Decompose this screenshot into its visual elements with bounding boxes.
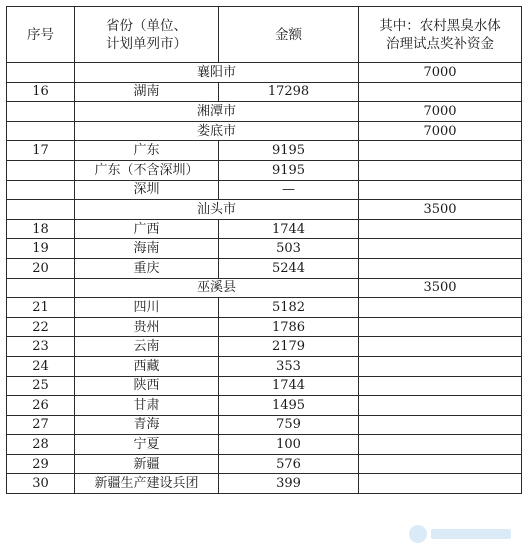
cell-subsidy: 3500 (359, 278, 522, 298)
cell-seq: 27 (7, 415, 75, 435)
cell-province: 新疆生产建设兵团 (75, 474, 219, 494)
cell-subsidy (359, 356, 522, 376)
cell-amount: 576 (219, 454, 359, 474)
header-province: 省份（单位、 计划单列市） (75, 7, 219, 63)
cell-province: 四川 (75, 298, 219, 318)
sub-city-row (7, 121, 522, 141)
cell-amount: 399 (219, 474, 359, 494)
cell-province: 宁夏 (75, 435, 219, 455)
logo-mark (431, 529, 511, 539)
cell-amount: 9195 (219, 160, 359, 180)
cell-seq (7, 63, 75, 83)
cell-seq: 30 (7, 474, 75, 494)
watermark-logo (409, 523, 519, 545)
cell-subsidy (359, 298, 522, 318)
cell-amount: 17298 (219, 82, 359, 102)
cell-amount: 1495 (219, 396, 359, 416)
cell-seq (7, 180, 75, 200)
cell-city: 汕头市 (75, 200, 359, 220)
cell-province: 广东 (75, 141, 219, 161)
cell-province: 陕西 (75, 376, 219, 396)
cell-amount: 1744 (219, 376, 359, 396)
cell-subsidy (359, 337, 522, 357)
cell-province: 广西 (75, 219, 219, 239)
cell-seq: 22 (7, 317, 75, 337)
cell-seq: 17 (7, 141, 75, 161)
sub-city-row (7, 278, 522, 298)
table-row (7, 415, 522, 435)
cell-subsidy (359, 141, 522, 161)
sub-city-row (7, 63, 522, 83)
cell-province: 湖南 (75, 82, 219, 102)
cell-province: 甘肃 (75, 396, 219, 416)
cell-province: 贵州 (75, 317, 219, 337)
table-row (7, 356, 522, 376)
cell-province: 重庆 (75, 258, 219, 278)
cell-seq: 25 (7, 376, 75, 396)
table-row (7, 396, 522, 416)
cell-city: 襄阳市 (75, 63, 359, 83)
table-row (7, 180, 522, 200)
table-row (7, 82, 522, 102)
header-row (7, 7, 522, 63)
cell-amount: 5244 (219, 258, 359, 278)
table-row (7, 435, 522, 455)
cell-seq: 29 (7, 454, 75, 474)
cell-subsidy (359, 317, 522, 337)
table-row (7, 474, 522, 494)
sub-city-row (7, 102, 522, 122)
cell-seq: 16 (7, 82, 75, 102)
cell-province: 西藏 (75, 356, 219, 376)
header-seq: 序号 (7, 7, 75, 63)
cell-amount: 759 (219, 415, 359, 435)
cell-seq: 24 (7, 356, 75, 376)
cell-city: 湘潭市 (75, 102, 359, 122)
cell-amount: — (219, 180, 359, 200)
cell-amount: 2179 (219, 337, 359, 357)
cell-amount: 100 (219, 435, 359, 455)
cell-seq (7, 278, 75, 298)
cell-seq (7, 121, 75, 141)
cell-seq: 23 (7, 337, 75, 357)
table-body (7, 63, 522, 494)
header-amount: 金额 (219, 7, 359, 63)
cell-seq: 19 (7, 239, 75, 259)
table-row (7, 141, 522, 161)
cell-subsidy: 7000 (359, 121, 522, 141)
table-row (7, 337, 522, 357)
funding-table (6, 6, 522, 494)
cell-subsidy (359, 82, 522, 102)
cell-subsidy: 7000 (359, 63, 522, 83)
table-row (7, 160, 522, 180)
logo-icon (409, 525, 427, 543)
cell-seq (7, 102, 75, 122)
table-row (7, 298, 522, 318)
cell-city: 娄底市 (75, 121, 359, 141)
cell-province: 深圳 (75, 180, 219, 200)
cell-seq: 28 (7, 435, 75, 455)
cell-seq: 20 (7, 258, 75, 278)
cell-subsidy (359, 160, 522, 180)
cell-amount: 503 (219, 239, 359, 259)
table-row (7, 376, 522, 396)
header-subsidy: 其中：农村黑臭水体 治理试点奖补资金 (359, 7, 522, 63)
cell-seq (7, 200, 75, 220)
table-row (7, 258, 522, 278)
table-row (7, 239, 522, 259)
cell-city: 巫溪县 (75, 278, 359, 298)
cell-province: 青海 (75, 415, 219, 435)
sub-city-row (7, 200, 522, 220)
cell-subsidy (359, 239, 522, 259)
table-row (7, 317, 522, 337)
cell-amount: 353 (219, 356, 359, 376)
cell-subsidy (359, 376, 522, 396)
cell-subsidy (359, 454, 522, 474)
cell-seq (7, 160, 75, 180)
cell-amount: 5182 (219, 298, 359, 318)
cell-subsidy (359, 219, 522, 239)
cell-subsidy (359, 435, 522, 455)
cell-seq: 18 (7, 219, 75, 239)
cell-subsidy: 3500 (359, 200, 522, 220)
cell-subsidy (359, 396, 522, 416)
table-row (7, 219, 522, 239)
cell-province: 海南 (75, 239, 219, 259)
cell-subsidy: 7000 (359, 102, 522, 122)
table-row (7, 454, 522, 474)
cell-amount: 1786 (219, 317, 359, 337)
cell-province: 云南 (75, 337, 219, 357)
cell-subsidy (359, 180, 522, 200)
cell-province: 新疆 (75, 454, 219, 474)
cell-subsidy (359, 474, 522, 494)
cell-amount: 1744 (219, 219, 359, 239)
cell-subsidy (359, 258, 522, 278)
cell-seq: 21 (7, 298, 75, 318)
cell-amount: 9195 (219, 141, 359, 161)
cell-province: 广东（不含深圳） (75, 160, 219, 180)
cell-subsidy (359, 415, 522, 435)
cell-seq: 26 (7, 396, 75, 416)
